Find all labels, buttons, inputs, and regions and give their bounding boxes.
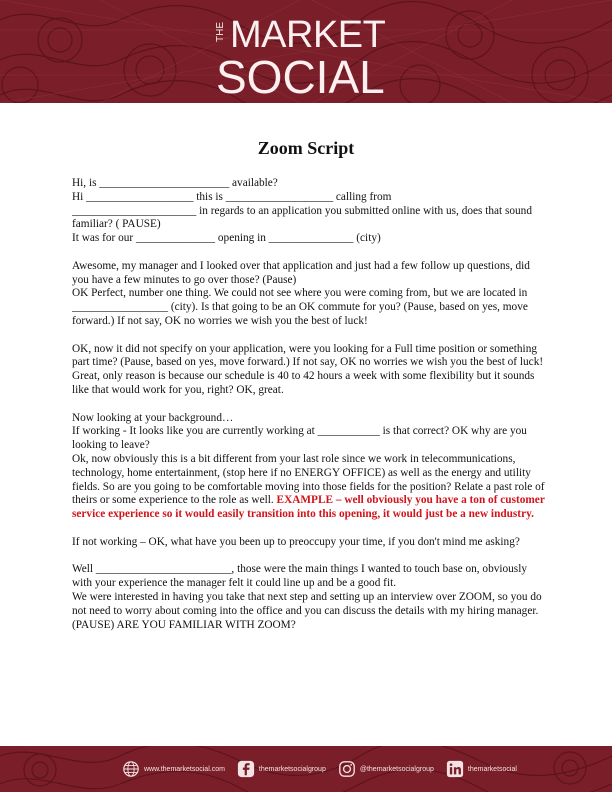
script-paragraph xyxy=(72,453,547,522)
script-line: It was for our ______________ opening in _______________ (city) xyxy=(72,232,381,245)
header-banner xyxy=(0,0,612,103)
script-line: Hi ___________________ this is ___________________ calling from xyxy=(72,190,392,203)
script-paragraph: Great, only reason is because our schedule is 40 to 42 hours a week with some flexibility but it sounds like that would work for you, right? OK, great. xyxy=(72,370,535,396)
script-paragraph: We were interested in having you take that next step and setting up an interview over ZOOM, so you do not need to worry about coming into the office and you can discuss the details with my hiring manager. (PAUSE) ARE YOU FAMILIAR WITH ZOOM? xyxy=(72,590,542,631)
script-paragraph: If working - It looks like you are currently working at ___________ is that correct? OK why are you looking to leave? xyxy=(72,425,527,452)
facebook-icon xyxy=(237,760,255,778)
logo-social: SOCIAL xyxy=(216,51,385,103)
example-highlight: EXAMPLE – well obviously you have a ton of customer service experience so it would easily transition into this opening, it would just be a new industry. xyxy=(72,494,545,521)
script-paragraph: Awesome, my manager and I looked over that application and just had a few follow up questions, did you have a few minutes to go over those? (Pause) xyxy=(72,259,530,286)
script-line: Hi, is _______________________ available? xyxy=(72,177,278,189)
footer-links xyxy=(122,758,517,780)
spacer xyxy=(72,522,547,536)
facebook-text: themarketsocialgroup xyxy=(258,765,326,773)
script-line: ______________________ in regards to an application you submitted online with us, does that sound familiar? ( PAUSE) xyxy=(72,204,532,231)
spacer xyxy=(72,246,547,260)
spacer xyxy=(72,329,547,343)
logo-the: THE xyxy=(215,22,226,42)
linkedin-icon xyxy=(446,760,464,778)
globe-icon xyxy=(122,760,140,778)
page-title: Zoom Script xyxy=(257,138,355,158)
footer-banner xyxy=(0,746,612,792)
script-paragraph: Well ________________________, those were the main things I wanted to touch base on, obviously with your experience the manager felt it could line up and be a good fit. xyxy=(72,563,527,590)
script-body xyxy=(72,177,547,632)
brand-logo xyxy=(215,14,406,103)
script-paragraph: OK, now it did not specify on your application, were you looking for a Full time position or something part time? (Pause, based on yes, move forward.) If not say, OK no worries we wish you the best of luck! xyxy=(72,342,544,369)
script-text: Ok, now obviously this is a bit different from your last role since we work in telecommunications, technology, home entertainment, (stop here if no ENERGY OFFICE) as well as the energy and utility fields. So are you going to be comfortable moving into those fields for the position? Relate a past role of theirs or some experience to the role as well. xyxy=(72,452,545,507)
instagram-text: @themarketsocialgroup xyxy=(359,765,434,773)
website-text: www.themarketsocial.com xyxy=(144,765,225,773)
spacer xyxy=(72,550,547,564)
footer-instagram[interactable] xyxy=(338,760,434,778)
spacer xyxy=(72,398,547,412)
instagram-icon xyxy=(338,760,356,778)
script-paragraph: Now looking at your background… xyxy=(72,411,234,424)
script-paragraph: OK Perfect, number one thing. We could not see where you were coming from, but we are located in _________________ (city). Is that going to be an OK commute for you? (Pause, based on yes, move forward.) If not say, OK no worries we wish you the best of luck! xyxy=(72,287,528,327)
linkedin-text: themarketsocial xyxy=(467,765,517,773)
footer-website[interactable] xyxy=(122,760,225,778)
footer-facebook[interactable] xyxy=(237,760,326,778)
script-paragraph: If not working – OK, what have you been up to preoccupy your time, if you don't mind me asking? xyxy=(72,535,520,548)
logo-market: MARKET xyxy=(230,14,386,56)
footer-linkedin[interactable] xyxy=(446,760,517,778)
